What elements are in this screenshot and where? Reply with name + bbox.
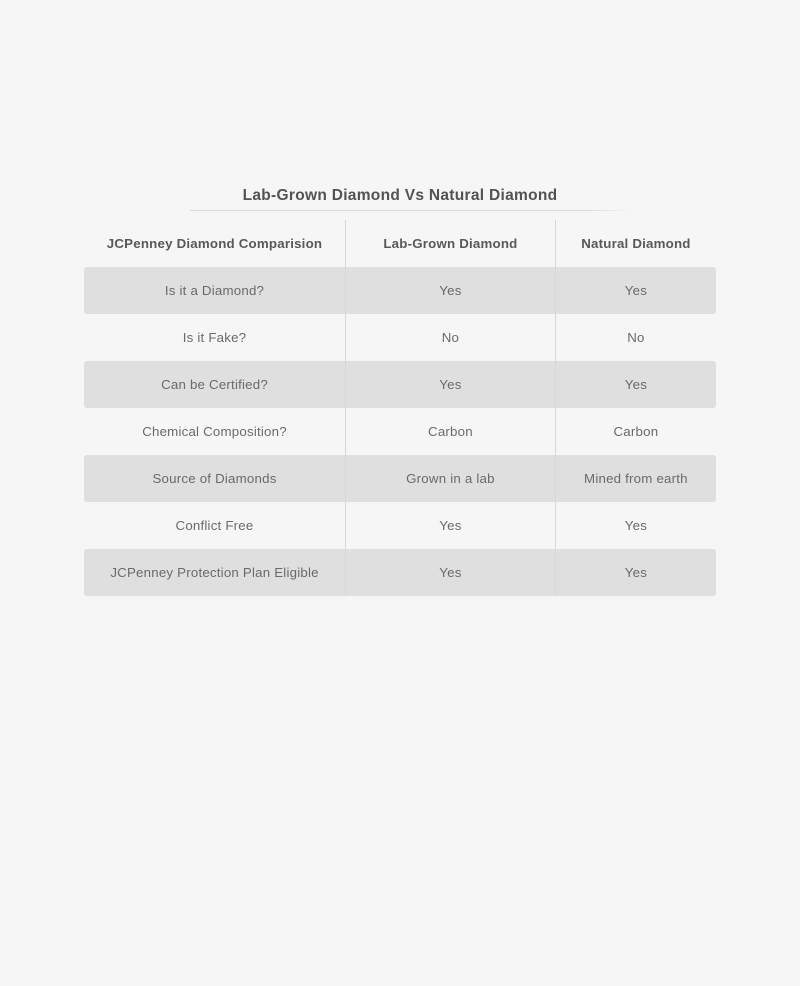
feature-cell: Conflict Free: [175, 518, 254, 533]
natural-value-cell: Mined from earth: [555, 455, 716, 502]
natural-value-cell: Yes: [555, 549, 716, 596]
title-underline: [190, 210, 633, 211]
figure-title: Lab-Grown Diamond Vs Natural Diamond: [242, 187, 558, 204]
lab-grown-value-cell: Carbon: [345, 408, 555, 455]
table-row: [84, 267, 716, 314]
feature-cell: Is it a Diamond?: [84, 267, 345, 314]
feature-cell: Is it Fake?: [182, 330, 247, 345]
table-row: [84, 455, 716, 502]
table-row: [84, 361, 716, 408]
natural-value-cell: Yes: [555, 267, 716, 314]
table-row: [84, 408, 716, 455]
column-header-natural: Natural Diamond: [555, 220, 716, 267]
natural-value-cell: Carbon: [555, 408, 716, 455]
natural-value-cell: Yes: [555, 502, 716, 549]
diamond-comparison-figure: [84, 186, 716, 596]
lab-grown-value-cell: Yes: [345, 502, 555, 549]
table-row: [84, 314, 716, 361]
feature-cell: Can be Certified?: [84, 361, 345, 408]
table-row: [84, 502, 716, 549]
feature-cell: Source of Diamonds: [84, 455, 345, 502]
column-header-comparison: JCPenney Diamond Comparision: [106, 236, 323, 251]
lab-grown-value-cell: Yes: [345, 361, 555, 408]
lab-grown-value-cell: Grown in a lab: [345, 455, 555, 502]
natural-value-cell: Yes: [555, 361, 716, 408]
table-header-row: [84, 220, 716, 267]
feature-cell: JCPenney Protection Plan Eligible: [84, 549, 345, 596]
feature-cell: Chemical Composition?: [142, 424, 287, 439]
lab-grown-value-cell: Yes: [345, 549, 555, 596]
column-header-lab-grown: Lab-Grown Diamond: [345, 220, 555, 267]
lab-grown-value-cell: No: [345, 314, 555, 361]
natural-value-cell: No: [555, 314, 716, 361]
lab-grown-value-cell: Yes: [345, 267, 555, 314]
table-row: [84, 549, 716, 596]
comparison-table: [84, 220, 716, 596]
